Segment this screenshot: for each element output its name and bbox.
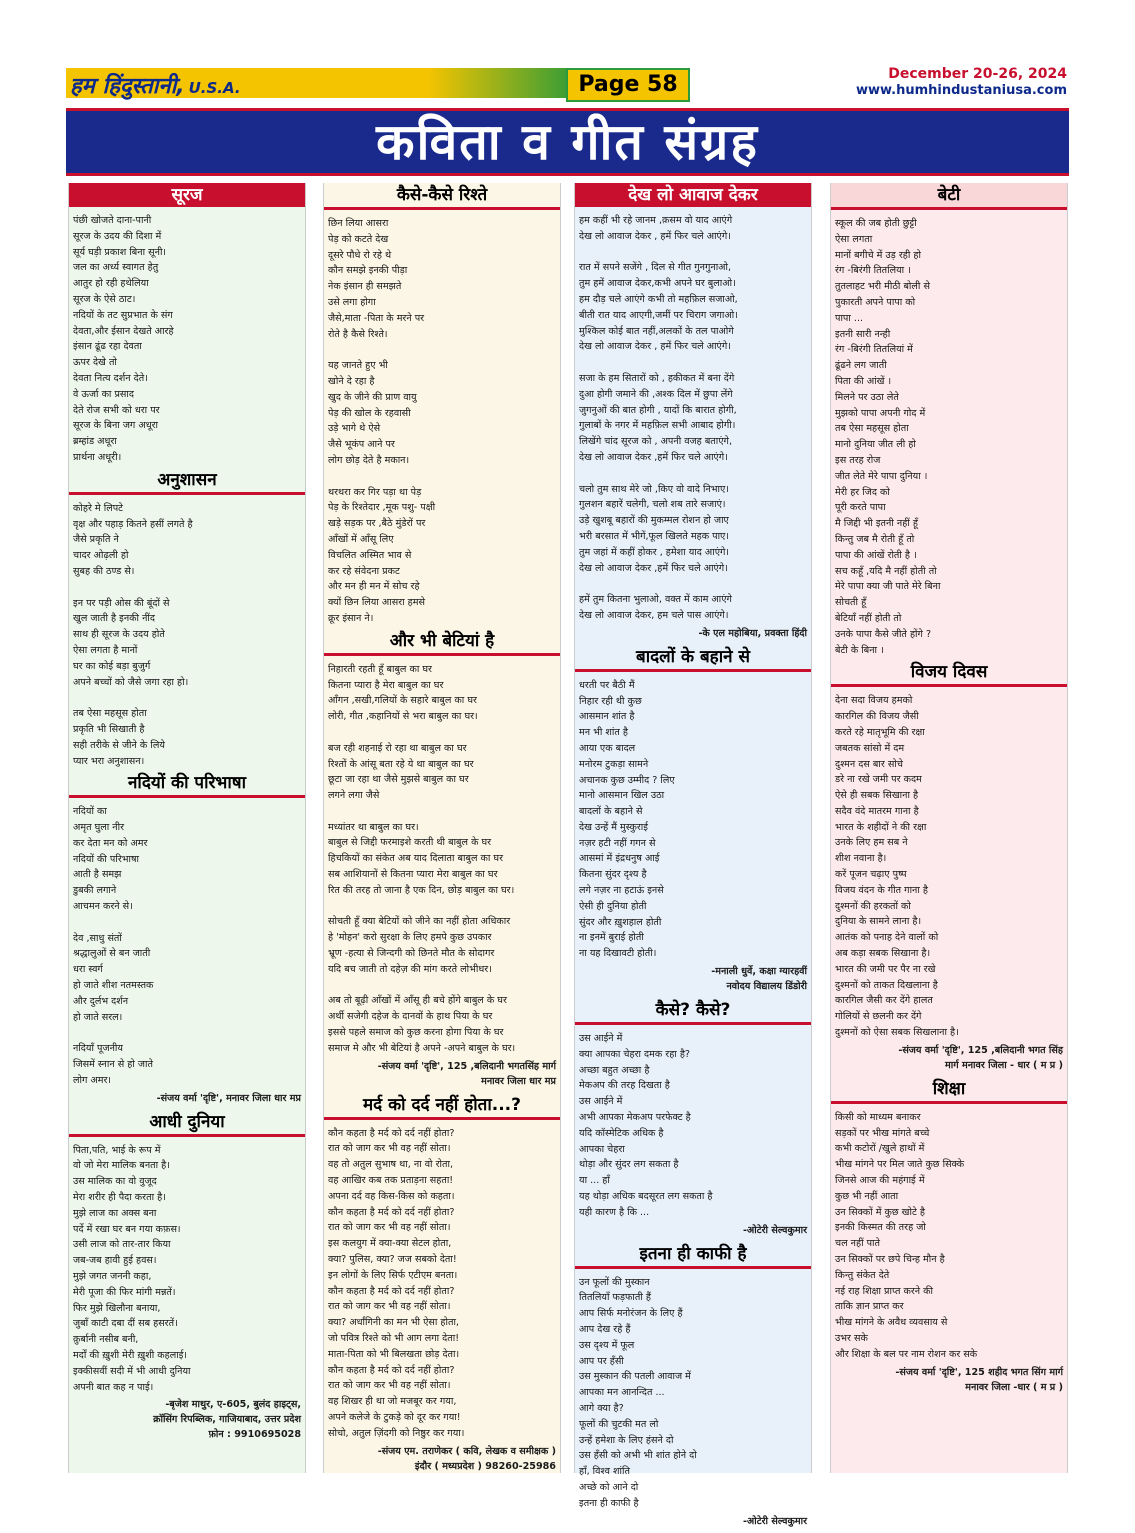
poem-credit: -संजय वर्मा 'दृष्टि', मनावर जिला धार मप्र [156, 1092, 301, 1104]
poem-credit: -संजय वर्मा 'दृष्टि', 125 शहीद भगत सिंग मार्ग मनावर जिला -धार ( म प्र ) [895, 1366, 1063, 1393]
poem-body: कौन कहता है मर्द को दर्द नहीं होता? रात को जाग कर भी वह नहीं सोता। वह तो अतुल सुभाष था, ना वो रोता, वह आखिर कब तक प्रताड़ना सहता! अपना दर्द वह किस-किस को कहता। कौन कहता है मर्द को दर्द नहीं होता? रात को जाग कर भी वह नहीं सोता। इस कलयुग में क्या-क्या सेटल होता, क्या? पुलिस, क्या? जज सबको देता! इन लोगों के लिए सिर्फ एटीएम बनता। कौन कहता है मर्द को दर्द नहीं होता? रात को जाग कर भी वह नहीं सोता। क्या? अर्धांगिनी का मन भी ऐसा होता, जो पवित्र रिश्ते को भी आग लगा देता! माता-पिता को भी बिलखता छोड़ देता। कौन कहता है मर्द को दर्द नहीं होता? रात को जाग कर भी वह नहीं सोता। वह शिखर ही था जो मजबूर कर गया, अपने कलेजे के टुकड़े को दूर कर गया! सोचो, अतुल ज़िंदगी को निष्ठुर कर गया। [328, 1127, 465, 1439]
column-1 [68, 183, 306, 1473]
poem-title: कैसे-कैसे रिश्ते [324, 183, 560, 210]
poem-body: स्कूल की जब होती छुट्टी ऐसा लगता मानों बगीचे में उड़ रही हो रंग -बिरंगी तितलिया । तुतलाहट भरी मीठी बोली से पुकारती अपने पापा को पापा ... इतनी सारी नन्ही रंग -बिरंगी तितलियां में ढूंढने लग जाती पिता की आंखें । मिलने पर उठा लेते मुझको पापा अपनी गोद में तब ऐसा महसूस होता मानो दुनिया जीत ली हो इस तरह रोज जीत लेते मेरे पापा दुनिया । मेरी हर जिद को पूरी करते पापा मै जिद्दी भी इतनी नहीं हूँ किन्तु जब मै रोती हूँ तो पापा की आंखें रोती है । सच कहूँ ,यदि मै नहीं होती तो मेरे पापा क्या जी पाते मेरे बिना सोचती हूँ बेटियाँ नहीं होती तो उनके पापा कैसे जीते होंगे ? बेटी के बिना । [835, 218, 941, 656]
poem-credit: -के एल महोबिया, प्रवक्ता हिंदी [698, 627, 807, 639]
column-4 [830, 183, 1068, 1473]
poem-title: और भी बेटियां है [324, 629, 560, 656]
poem-body: देना सदा विजय हमको कारगिल की विजय जैसी करते रहे मातृभूमि की रक्षा जबतक सांसो में दम दुश्मन दस बार सोचे डरे ना रखे जमी पर कदम ऐसे ही सबक सिखाना है सदैव वंदे मातरम गाना है भारत के शहीदों ने की रक्षा उनके लिए हम सब ने शीश नवाना है। करें पूजन चढ़ाए पुष्प विजय वंदन के गीत गाना है दुश्मनों की हरकतों को दुनिया के सामने लाना है। आतंक को पनाह देने वालों को अब कड़ा सबक सिखाना है। भारत की जमी पर पैर ना रखे दुश्मनों को ताकत दिखलाना है कारगिल जैसी कर देंगे हालत गोलियों से छलनी कर देंगे दुश्मनों को ऐसा सबक सिखलाना है। [835, 695, 959, 1039]
column-2 [323, 183, 561, 1473]
poem-title: नदियों की परिभाषा [69, 771, 305, 798]
poem-title: सूरज [69, 183, 305, 207]
poem-body: पिता,पति, भाई के रूप में वो जो मेरा मालिक बनता है। उस मालिक का वो वुजूद मेरा शरीर ही पैदा करता है। मुझे लाज का अक्स बना पर्दे में रखा घर बन गया कफ़स। उसी लाज को तार-तार किया जब-जब हावी हुई हवस। मुझे जगत जननी कहा, मेरी पूजा की फिर मांगी मन्नतें। फिर मुझे खिलौना बनाया, जुबाँ काटी दबा दीं सब हसरतें। क़ुर्बानी नसीब बनी, मर्दों की ख़ुशी मेरी ख़ुशी कहलाई। इक्कीसवीं सदी में भी आधी दुनिया अपनी बात कह न पाई। [73, 1144, 191, 1393]
brand-logo: हम हिंदुस्तानी, U.S.A. [70, 74, 241, 99]
issue-date: December 20-26, 2024 [888, 66, 1067, 82]
poem-title: शिक्षा [831, 1077, 1067, 1104]
poem-body: पंछी खोजते दाना-पानी सूरज के उदय की दिशा में सूर्य घड़ी प्रकाश बिना सूनी। जल का अर्ध्य स्वागत हेतु आतुर हो रही हथेलिया सूरज के ऐसे ठाट। नदियों के तट सुप्रभात के संग देवता,और ईसान देखते आरहे इंसान ढूंढ रहा देवता ऊपर देखे तो देवता नित्य दर्शन देते। वे ऊर्जा का प्रसाद देते रोज सभी को धरा पर सूरज के बिना जग अधूरा ब्रम्हांड अधूरा प्रार्थना अधूरी। [73, 215, 174, 463]
poem-body: उन फूलों की मुस्कान तितलियाँ फड़फाती हैं आप सिर्फ मनोरंजन के लिए हैं आप देख रहे हैं उस दृश्य में फूल आप पर हँसी उस मुस्कान की पतली आवाज में आपका मन आनन्दित ... आगे क्या है? फूलों की चुटकी मत लो उन्हें हमेशा के लिए हंसने दो उस हँसी को अभी भी शांत होने दो हाँ, विश्व शांति अच्छे को आने दो इतना ही काफी है [579, 1276, 697, 1509]
poem-title: आधी दुनिया [69, 1110, 305, 1137]
column-3 [574, 183, 812, 1527]
poem-title: बेटी [831, 183, 1067, 210]
poem-body: हम कहीं भी रहे जानम ,क़सम वो याद आएंगे देख लो आवाज देकर , हमें फिर चले आएंगे। रात में सपने सजेंगे , दिल से गीत गुनगुनाओ, तुम हमें आवाज देकर,कभी अपने घर बुलाओ। हम दौड़ चले आएंगे कभी तो महफ़िल सजाओ, बीती रात याद आएगी,जमीं पर चिराग जगाओ। मुश्किल कोई बात नहीं,अलकों के तल पाओगे देख लो आवाज देकर , हमें फिर चले आएंगे। सजा के हम सितारों को , हकीकत में बना देंगे दुआ होगी जमाने की ,अश्क दिल में छुपा लेंगे जुगनुओं की बात होगी , यादों कि बारात होगी, गुलाबों के नगर में महफ़िल सभी आबाद होगी। लिखेंगे चांद सूरज को , अपनी वजह बताएंगे, देख लो आवाज देकर ,हमें फिर चले आएंगे। चलो तुम साथ मेरे जो ,किए वो वादे निभाए। गुलशन बहारें चलेगी, चलो शब तारे सजाएं। उड़े खुशबू बहारों की मुकम्मल रोशन हो जाए भरी बरसात में भीगें,फूल खिलते महक पाए। तुम जहां में कहीं होकर , हमेशा याद आएंगे। देख लो आवाज देकर ,हमें फिर चले आएंगे। हमें तुम कितना भुलाओ, वक्त में काम आएंगे देख लो आवाज देकर, हम चले पास आएंगे। [579, 215, 738, 621]
poem-body: छिन लिया आसरा पेड़ को कटते देख दूसरे पौधे रो रहे थे कौन समझे इनकी पीड़ा नेक इंसान ही समझते उसे लगा होगा जैसे,माता -पिता के मरने पर रोते है कैसे रिश्ते। यह जानते हुए भी खोने दे रहा है खुद के जीने की प्राण वायु पेड़ की खोल के रहवासी उड़े भागे थे ऐसे जैसे भूकंप आने पर लोग छोड़ देते है मकान। थरथरा कर गिर पड़ा था पेड़ पेड़ के रिश्तेदार ,मूक पशु- पक्षी खड़े सड़क पर ,बैठे मुंडेरों पर आँखों में आँसू लिए विचलित अस्मित भाव से कर रहे संवेदना प्रकट और मन ही मन में सोच रहे क्यों छिन लिया आसरा हमसे क्रूर इंसान ने। [328, 218, 436, 624]
poem-body: कोहरे मे लिपटे वृक्ष और पहाड़ कितने हसीं लगते है जैसे प्रकृति ने चादर ओढ़ली हो सुबह की ठण्ड से। इन पर पड़ी ओस की बूंदों से खुल जाती है इनकी नींद साथ ही सूरज के उदय होते ऐसा लगता है मानों घर का कोई बड़ा बुजुर्ग अपने बच्चों को जैसे जगा रहा हो। तब ऐसा महसूस होता प्रकृति भी सिखाती है सही तरीके से जीने के लिये प्यार भरा अनुशासन। [73, 502, 193, 767]
poem-credit: -बृजेश माथुर, ए-605, बुलंद हाइट्स, क्रॉसिंग रिपब्लिक, गाजियाबाद, उत्तर प्रदेश फ़ोन : 9910695028 [153, 1399, 301, 1441]
section-banner [66, 108, 1069, 176]
poem-credit: -ओटेरी सेल्वकुमार [742, 1224, 807, 1236]
poem-title: विजय दिवस [831, 660, 1067, 687]
poem-title: कैसे? कैसे? [575, 998, 811, 1025]
page-number: Page 58 [566, 68, 690, 102]
poem-credit: -मनाली धुर्वे, कक्षा ग्यारहवीं नवोदय विद्यालय डिंडोरी [711, 966, 807, 993]
poem-title: इतना ही काफी है [575, 1242, 811, 1269]
poem-credit: -संजय वर्मा 'दृष्टि', 125 ,बलिदानी भगतसिंह मार्ग मनावर जिला धार मप्र [377, 1060, 556, 1087]
poem-body: निहारती रहती हूँ बाबुल का घर कितना प्यारा है मेरा बाबुल का घर आँगन ,सखी,गलियों के सहारे बाबुल का घर लोरी, गीत ,कहानियों से भरा बाबुल का घर। बज रही शहनाई रो रहा था बाबुल का घर रिश्तों के आंसू बता रहे ये था बाबुल का घर छूटा जा रहा था जैसे मुझसे बाबुल का घर लगने लगा जैसे मध्यांतर था बाबुल का घर। बाबुल से जिद्दी फरमाइशे करती थी बाबुल के घर हिचकियों का संकेत अब याद दिलाता बाबुल का घर सब आशियानों से कितना प्यारा मेरा बाबुल का घर रित की तरह तो जाना है एक दिन, छोड़ बाबुल का घर। सोचती हूँ क्या बेटियों को जीने का नहीं होता अधिकार हे 'मोहन' करो सुरक्षा के लिए हमपे कुछ उपकार भ्रूण -हत्या से जिन्दगी को छिनते मौत के सोदागर यदि बच जाती तो दहेज़ की मांग करते लोभीधर। अब तो बूढ़ी आँखों में आँसू ही बचे होंगे बाबुल के घर अर्थी सजेगी दहेज के दानवों के हाथ पिया के घर इससे पहले समाज को कुछ करना होगा पिया के घर समाज मे और भी बेटियां है अपने -अपने बाबुल के घर। [328, 663, 516, 1054]
banner-title: कविता व गीत संग्रह [376, 113, 759, 171]
poem-body: धरती पर बैठी मैं निहार रही थी कुछ आसमान शांत है मन भी शांत है आया एक बादल मनोरम टुकड़ा सामने अचानक कुछ उम्मीद ? लिए मानो आसमान खिल उठा बादलों के बहाने से देख उन्हें मैं मुस्कुराई नज़र हटी नहीं गगन से आसमां में इंद्रधनुष आई कितना सुंदर दृश्य है लगे नज़र ना हटाऊं इनसे ऐसी ही दुनिया होती सुंदर और ख़ुशहाल होती ना इनमें बुराई होती ना यह दिखावटी होती। [579, 679, 675, 960]
poem-title: मर्द को दर्द नहीं होता...? [324, 1093, 560, 1120]
website-link[interactable]: www.humhindustaniusa.com [855, 83, 1067, 98]
poem-credit: -संजय वर्मा 'दृष्टि', 125 ,बलिदानी भगत सिंह मार्ग मनावर जिला - धार ( म प्र ) [898, 1044, 1063, 1071]
poem-credit: -ओटेरी सेल्वकुमार [742, 1515, 807, 1527]
poem-title: अनुशासन [69, 468, 305, 495]
poem-body: उस आईने में क्या आपका चेहरा दमक रहा है? अच्छा बहुत अच्छा है मेकअप की तरह दिखता है उस आईने में अभी आपका मेकअप परफेक्ट है यदि कॉस्मेटिक अधिक है आपका चेहरा थोड़ा और सुंदर लग सकता है या ... हाँ यह थोड़ा अधिक बदसूरत लग सकता है यही कारण है कि ... [579, 1033, 713, 1218]
poem-body: किसी को माध्यम बनाकर सड़कों पर भीख मांगते बच्चे कभी कटोरों /खुले हाथों में भीख मांगने पर मिल जाते कुछ सिक्के जिनसे आज की महंगाई में कुछ भी नहीं आता उन सिक्कों में कुछ खोटे है इनकी किस्मत की तरह जो चल नहीं पाते उन सिक्कों पर छपे चिन्ह मौन है किन्तु संकेत देते नई राह शिक्षा प्राप्त करने की ताकि ज्ञान प्राप्त कर भीख मांगने के अवैध व्यवसाय से उभर सके और शिक्षा के बल पर नाम रोशन कर सके [835, 1111, 978, 1360]
poem-body: नदियों का अमृत घुला नीर कर देता मन को अमर नदियों की परिभाषा आती है समझ डुबकी लगाने आचमन करने से। देव ,साधु संतों श्रद्धालुओं से बन जाती धरा स्वर्ग हो जाते शीश नतमस्तक और दुर्लभ दर्शन हो जाते सरल। नदियाँ पूजनीय जिसमें स्नान से हो जाते लोग अमर। [73, 806, 154, 1086]
poem-title: देख लो आवाज देकर [575, 183, 811, 207]
poem-credit: -संजय एम. तराणेकर ( कवि, लेखक व समीक्षक ) इंदौर ( मध्यप्रदेश ) 98260-25986 [377, 1445, 556, 1472]
poem-title: बादलों के बहाने से [575, 645, 811, 672]
